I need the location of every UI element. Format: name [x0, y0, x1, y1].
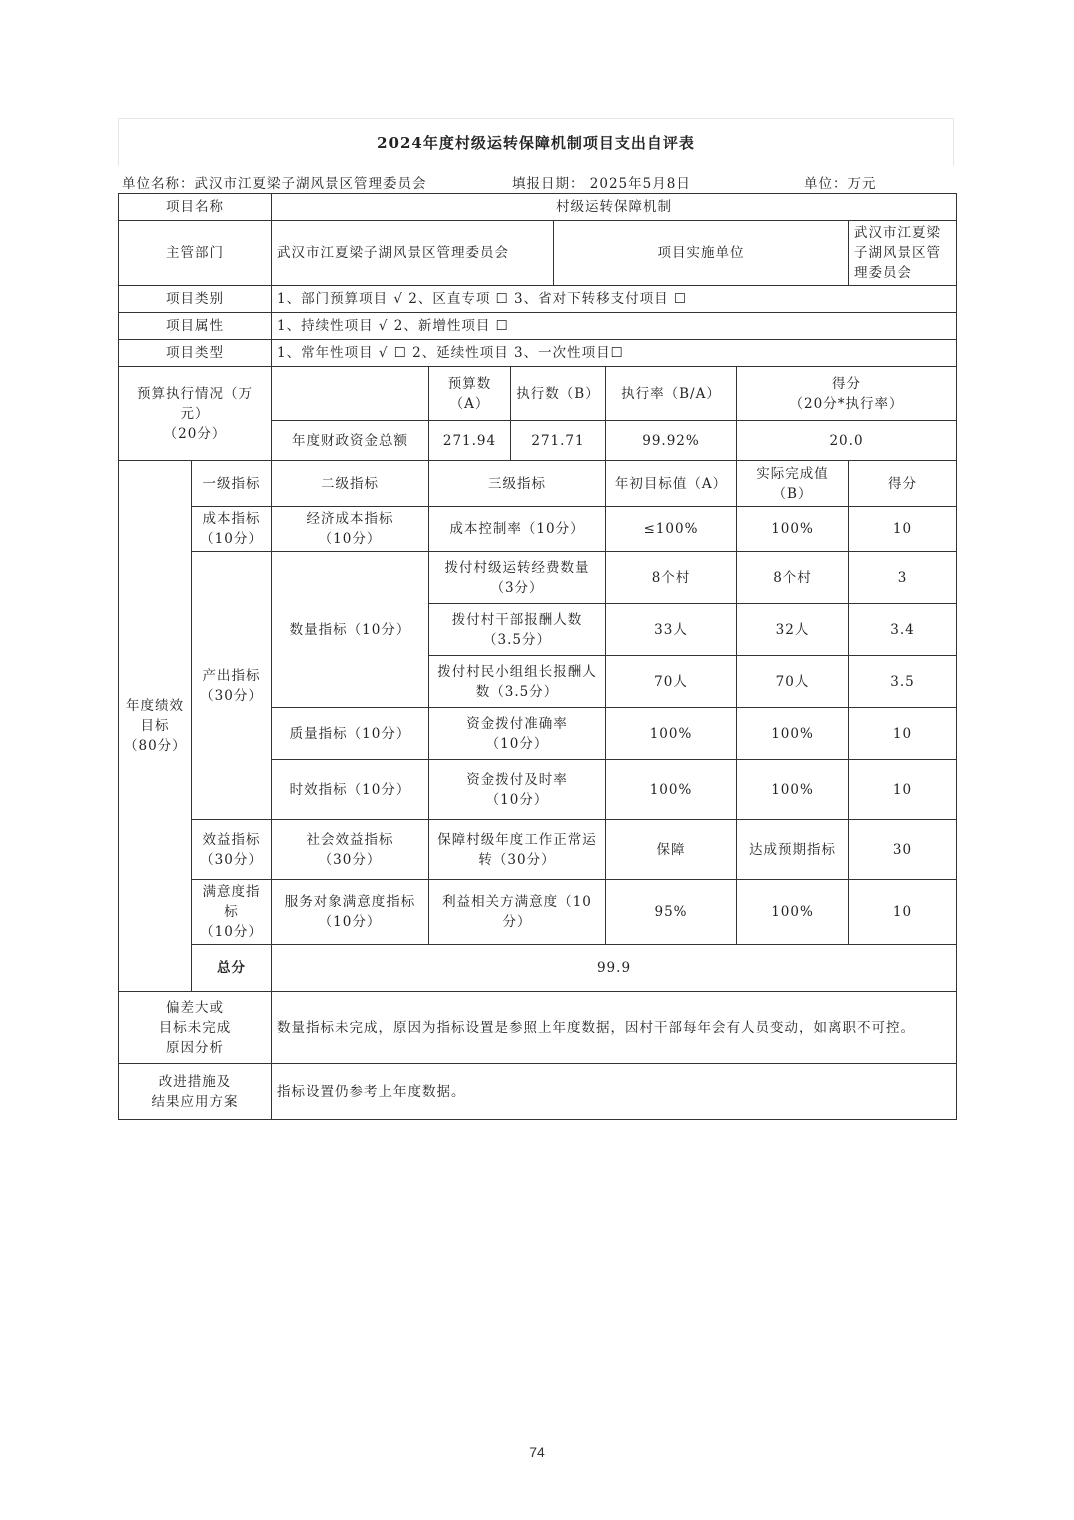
total-score-value: 99.9	[272, 945, 957, 992]
project-category-value: 1、部门预算项目 √ 2、区直专项 ☐ 3、省对下转移支付项目 ☐	[272, 286, 957, 313]
quality-level3: 资金拨付准确率 （10分）	[429, 708, 606, 760]
implementing-unit-label: 项目实施单位	[554, 221, 849, 286]
budget-header-row	[119, 367, 957, 421]
quantity1-target: 8个村	[606, 552, 737, 604]
project-attribute-row	[119, 313, 957, 340]
total-score-row	[119, 945, 957, 992]
project-name-label: 项目名称	[119, 194, 272, 221]
quantity-level2: 数量指标（10分）	[272, 552, 429, 708]
quantity3-score: 3.5	[849, 656, 957, 708]
satisfaction-score: 10	[849, 880, 957, 945]
cost-level2: 经济成本指标 （10分）	[272, 507, 429, 552]
page-number: 74	[529, 1444, 545, 1460]
budget-row-label: 年度财政资金总额	[272, 421, 429, 461]
quality-score: 10	[849, 708, 957, 760]
budget-b-value: 271.71	[511, 421, 606, 461]
budget-col-a: 预算数 （A）	[429, 367, 511, 421]
quantity2-target: 33人	[606, 604, 737, 656]
project-type-value: 1、常年性项目 √ ☐ 2、延续性项目 3、一次性项目☐	[272, 340, 957, 367]
quantity-indicator-row-1	[119, 552, 957, 604]
quantity1-actual: 8个村	[737, 552, 849, 604]
budget-col-rate: 执行率（B/A）	[606, 367, 737, 421]
timeliness-actual: 100%	[737, 760, 849, 820]
timeliness-target: 100%	[606, 760, 737, 820]
benefit-level2: 社会效益指标 （30分）	[272, 820, 429, 880]
satisfaction-indicator-row	[119, 880, 957, 945]
benefit-level3: 保障村级年度工作正常运转（30分）	[429, 820, 606, 880]
timeliness-score: 10	[849, 760, 957, 820]
project-name-value: 村级运转保障机制	[272, 194, 957, 221]
deviation-analysis-text: 数量指标未完成，原因为指标设置是参照上年度数据，因村干部每年会有人员变动，如离职不可控。	[272, 992, 957, 1064]
improvement-text: 指标设置仍参考上年度数据。	[272, 1064, 957, 1120]
satisfaction-target: 95%	[606, 880, 737, 945]
quantity1-level3: 拨付村级运转经费数量 （3分）	[429, 552, 606, 604]
quantity3-level3: 拨付村民小组组长报酬人数（3.5分）	[429, 656, 606, 708]
form-meta-line	[118, 166, 954, 193]
timeliness-level2: 时效指标（10分）	[272, 760, 429, 820]
budget-score-value: 20.0	[737, 421, 957, 461]
cost-level3: 成本控制率（10分）	[429, 507, 606, 552]
quality-level2: 质量指标（10分）	[272, 708, 429, 760]
budget-rate-value: 99.92%	[606, 421, 737, 461]
timeliness-level3: 资金拨付及时率 （10分）	[429, 760, 606, 820]
quality-target: 100%	[606, 708, 737, 760]
unit-name-label: 单位名称：武汉市江夏梁子湖风景区管理委员会	[122, 176, 427, 192]
deviation-analysis-label: 偏差大或 目标未完成 原因分析	[119, 992, 272, 1064]
cost-indicator-row	[119, 507, 957, 552]
budget-blank-cell	[272, 367, 429, 421]
output-level1: 产出指标 （30分）	[192, 552, 272, 820]
benefit-indicator-row	[119, 820, 957, 880]
evaluation-table	[118, 193, 957, 1120]
satisfaction-level3: 利益相关方满意度（10分）	[429, 880, 606, 945]
fill-date-label: 填报日期： 2025年5月8日	[512, 176, 691, 192]
quantity1-score: 3	[849, 552, 957, 604]
department-row	[119, 221, 957, 286]
satisfaction-level2: 服务对象满意度指标（10分）	[272, 880, 429, 945]
performance-header-row	[119, 461, 957, 507]
satisfaction-actual: 100%	[737, 880, 849, 945]
benefit-score: 30	[849, 820, 957, 880]
project-name-row	[119, 194, 957, 221]
quantity3-target: 70人	[606, 656, 737, 708]
form-title-text: 2024年度村级运转保障机制项目支出自评表	[377, 134, 695, 152]
project-category-row	[119, 286, 957, 313]
department-label: 主管部门	[119, 221, 272, 286]
budget-col-b: 执行数（B）	[511, 367, 606, 421]
budget-execution-label: 预算执行情况（万元） （20分）	[119, 367, 272, 461]
project-type-label: 项目类型	[119, 340, 272, 367]
improvement-label: 改进措施及 结果应用方案	[119, 1064, 272, 1120]
header-score: 得分	[849, 461, 957, 507]
form-title	[118, 118, 954, 166]
project-category-label: 项目类别	[119, 286, 272, 313]
project-type-row	[119, 340, 957, 367]
header-level1: 一级指标	[192, 461, 272, 507]
quantity3-actual: 70人	[737, 656, 849, 708]
satisfaction-level1: 满意度指标 （10分）	[192, 880, 272, 945]
header-level3: 三级指标	[429, 461, 606, 507]
implementing-unit-value: 武汉市江夏梁子湖风景区管理委员会	[849, 221, 957, 286]
cost-level1: 成本指标 （10分）	[192, 507, 272, 552]
project-attribute-label: 项目属性	[119, 313, 272, 340]
project-attribute-value: 1、持续性项目 √ 2、新增性项目 ☐	[272, 313, 957, 340]
quality-actual: 100%	[737, 708, 849, 760]
benefit-target: 保障	[606, 820, 737, 880]
cost-actual: 100%	[737, 507, 849, 552]
budget-a-value: 271.94	[429, 421, 511, 461]
performance-section-label: 年度绩效 目标 （80分）	[119, 461, 192, 992]
cost-target: ≤100%	[606, 507, 737, 552]
header-actual: 实际完成值 （B）	[737, 461, 849, 507]
deviation-analysis-row	[119, 992, 957, 1064]
quantity2-score: 3.4	[849, 604, 957, 656]
header-target: 年初目标值（A）	[606, 461, 737, 507]
total-score-label: 总分	[192, 945, 272, 992]
currency-unit-label: 单位：万元	[804, 176, 877, 192]
quantity2-actual: 32人	[737, 604, 849, 656]
header-level2: 二级指标	[272, 461, 429, 507]
quantity2-level3: 拨付村干部报酬人数 （3.5分）	[429, 604, 606, 656]
department-value: 武汉市江夏梁子湖风景区管理委员会	[272, 221, 554, 286]
budget-col-score: 得分 （20分*执行率）	[737, 367, 957, 421]
benefit-level1: 效益指标 （30分）	[192, 820, 272, 880]
improvement-row	[119, 1064, 957, 1120]
benefit-actual: 达成预期指标	[737, 820, 849, 880]
cost-score: 10	[849, 507, 957, 552]
